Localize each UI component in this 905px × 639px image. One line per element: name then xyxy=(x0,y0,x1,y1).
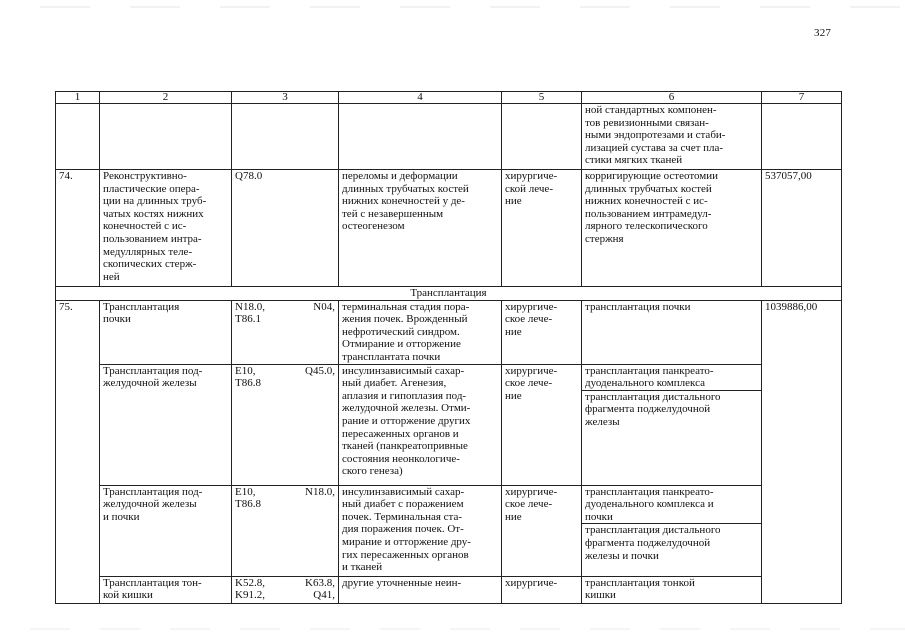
procedure-name: Трансплантация под- желудочной железы xyxy=(100,364,232,485)
continuation-row xyxy=(56,104,842,170)
treatment-methods xyxy=(582,485,762,576)
procedures-table xyxy=(55,91,842,604)
icd-code: Q45.0, xyxy=(305,364,335,377)
procedure-name: Реконструктивно- пластические опера- ции на длинных труб- чатых костях нижних конечностей с ис- пользованием интра- медуллярных теле- скопических стерж- ней xyxy=(100,170,232,287)
icd-codes: Q78.0 xyxy=(232,170,339,287)
icd-codes xyxy=(232,364,339,485)
treatment-type: хирургиче- ское лече- ние xyxy=(502,364,582,485)
treatment-type: хирургиче- ское лече- ние xyxy=(502,300,582,364)
icd-code: K91.2, xyxy=(235,589,265,602)
cost: 1039886,00 xyxy=(762,300,842,603)
icd-code: E10, xyxy=(235,485,256,498)
treatment-methods xyxy=(582,364,762,485)
icd-codes xyxy=(232,485,339,576)
table-row-75-small-intestine xyxy=(56,576,842,603)
diagnosis: терминальная стадия пора- жения почек. Врожденный нефротический синдром. Отмирание и отторжение трансплантата почки xyxy=(339,300,502,364)
header-col-4: 4 xyxy=(339,92,502,104)
header-col-6: 6 xyxy=(582,92,762,104)
diagnosis: инсулинзависимый сахар- ный диабет. Агенезия, аплазия и гипоплазия под- желудочной железы. Отми- рание и отторжение других пересаженных органов и тканей (панкреатопривные состояния неонкологиче- ского генеза) xyxy=(339,364,502,485)
icd-codes xyxy=(232,576,339,603)
diagnosis: инсулинзависимый сахар- ный диабет с поражением почек. Терминальная ста- дия поражения почек. От- мирание и отторжение дру- гих пересаженных органов и тканей xyxy=(339,485,502,576)
treatment-method: корригирующие остеотомии длинных трубчатых костей нижних конечностей с ис- пользованием интрамедул- лярного телескопического стержня xyxy=(582,170,762,287)
icd-code: K63.8, xyxy=(305,576,335,589)
diagnosis: другие уточненные неин- xyxy=(339,576,502,603)
procedure-name: Трансплантация тон- кой кишки xyxy=(100,576,232,603)
header-col-7: 7 xyxy=(762,92,842,104)
treatment-method: трансплантация почки xyxy=(582,300,762,364)
table-row-75-pancreas xyxy=(56,364,842,485)
table-row-74 xyxy=(56,170,842,287)
continuation-method: ной стандартных компонен- тов ревизионными связан- ными эндопротезами и стаби- лизацией сустава за счет пла- стики мягких тканей xyxy=(582,104,762,170)
treatment-method: трансплантация дистального фрагмента поджелудочной железы xyxy=(585,390,721,428)
treatment-type: хирургиче- ской лече- ние xyxy=(502,170,582,287)
icd-code: T86.1 xyxy=(235,313,261,326)
procedure-name: Трансплантация под- желудочной железы и почки xyxy=(100,485,232,576)
row-number: 75. xyxy=(56,300,100,603)
scan-artifact-top xyxy=(0,6,905,8)
scan-artifact-bottom xyxy=(0,628,905,630)
row-number: 74. xyxy=(56,170,100,287)
treatment-method: трансплантация панкреато- дуоденального комплекса xyxy=(582,365,761,391)
treatment-type: хирургиче- ское лече- ние xyxy=(502,485,582,576)
table-row-75-pancreas-kidney xyxy=(56,485,842,576)
icd-code: T86.8 xyxy=(235,377,261,390)
icd-code: N18.0, xyxy=(305,485,335,498)
cost: 537057,00 xyxy=(762,170,842,287)
header-col-3: 3 xyxy=(232,92,339,104)
icd-codes xyxy=(232,300,339,364)
treatment-method: трансплантация тонкой кишки xyxy=(582,576,762,603)
icd-code: E10, xyxy=(235,364,256,377)
icd-code: T86.8 xyxy=(235,498,261,511)
icd-code: N18.0, xyxy=(235,300,265,313)
section-header-row xyxy=(56,287,842,301)
icd-code: Q41, xyxy=(313,589,335,602)
icd-code: K52.8, xyxy=(235,576,265,589)
header-col-5: 5 xyxy=(502,92,582,104)
page-number: 327 xyxy=(814,27,832,39)
diagnosis: переломы и деформации длинных трубчатых костей нижних конечностей у де- тей с незавершенным остеогенезом xyxy=(339,170,502,287)
column-number-row xyxy=(56,92,842,104)
header-col-2: 2 xyxy=(100,92,232,104)
treatment-method: трансплантация дистального фрагмента поджелудочной железы и почки xyxy=(585,524,721,562)
table-row-75-kidney xyxy=(56,300,842,364)
section-title: Трансплантация xyxy=(56,287,842,301)
header-col-1: 1 xyxy=(56,92,100,104)
icd-code: N04, xyxy=(313,300,335,313)
procedure-name: Трансплантация почки xyxy=(100,300,232,364)
treatment-method: трансплантация панкреато- дуоденального комплекса и почки xyxy=(582,486,761,525)
treatment-type: хирургиче- xyxy=(502,576,582,603)
